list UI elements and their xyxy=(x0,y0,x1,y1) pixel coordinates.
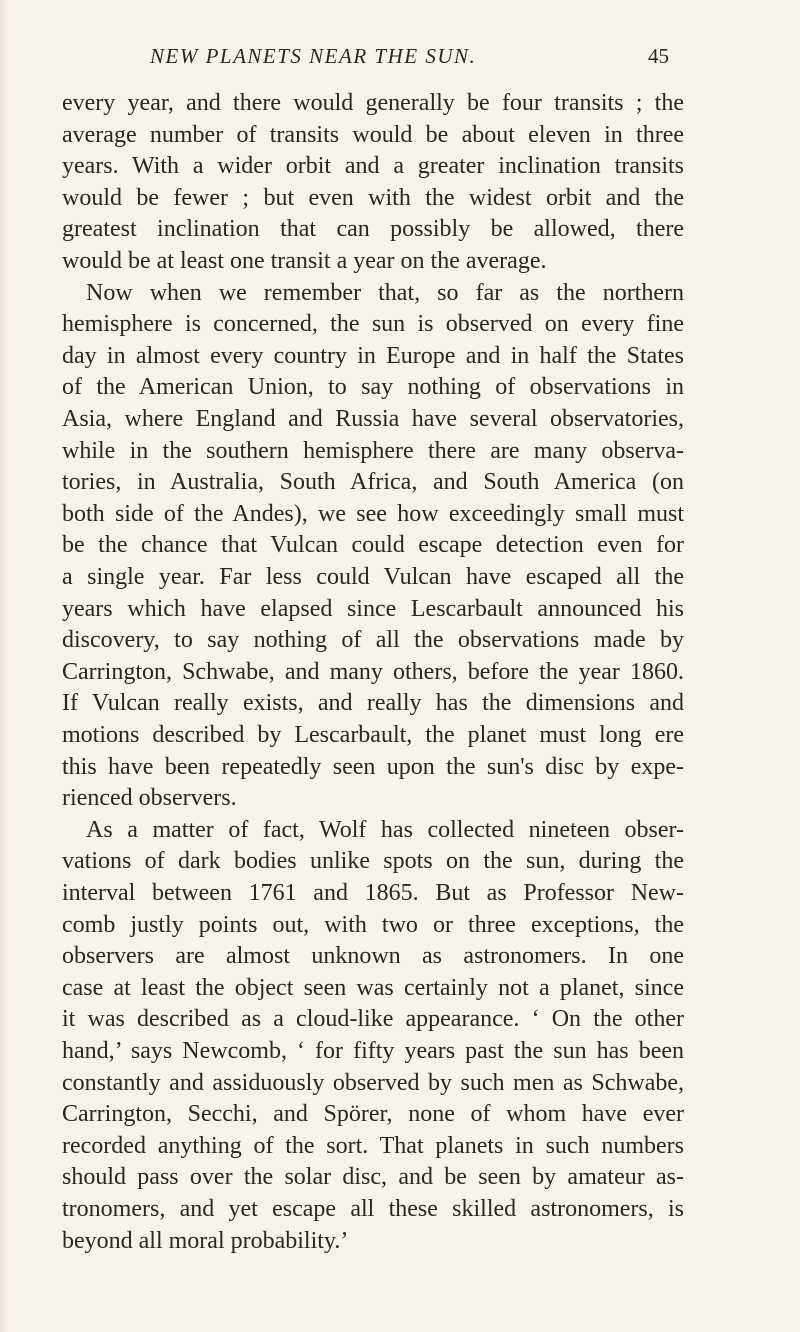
text-line: hemisphere is concerned, the sun is observed on every fine xyxy=(62,311,684,338)
text-line: vations of dark bodies unlike spots on the sun, during the xyxy=(62,848,684,875)
text-line: comb justly points out, with two or three exceptions, the xyxy=(62,911,684,938)
text-line: while in the southern hemisphere there are many observa- xyxy=(62,437,684,464)
text-line: interval between 1761 and 1865. But as Professor New- xyxy=(62,880,684,906)
text-line: a single year. Far less could Vulcan have escaped all the xyxy=(62,564,684,590)
text-line: constantly and assiduously observed by such men as Schwabe, xyxy=(62,1069,684,1096)
text-line: both side of the Andes), we see how exceedingly small must xyxy=(62,500,684,527)
text-line: average number of transits would be about eleven in three xyxy=(62,121,684,148)
text-line: beyond all moral probability.’ xyxy=(62,1227,349,1254)
text-line: it was described as a cloud-like appearance. ‘ On the other xyxy=(62,1006,684,1033)
text-line: tronomers, and yet escape all these skilled astronomers, is xyxy=(62,1196,684,1222)
text-line: years which have elapsed since Lescarbault announced his xyxy=(62,595,684,622)
text-line: would be at least one transit a year on the average. xyxy=(62,248,547,274)
text-line: greatest inclination that can possibly be allowed, there xyxy=(62,216,684,243)
page-number: 45 xyxy=(648,44,669,68)
text-line: hand,’ says Newcomb, ‘ for fifty years past the sun has been xyxy=(62,1038,684,1064)
text-line: would be fewer ; but even with the widest orbit and the xyxy=(62,184,684,211)
text-line: Carrington, Secchi, and Spörer, none of whom have ever xyxy=(62,1101,684,1128)
text-line: be the chance that Vulcan could escape detection even for xyxy=(62,532,684,559)
text-line: rienced observers. xyxy=(62,785,237,812)
text-line: every year, and there would generally be four transits ; the xyxy=(62,90,684,116)
text-line: Now when we remember that, so far as the northern xyxy=(86,279,684,306)
text-line: years. With a wider orbit and a greater inclination transits xyxy=(62,153,684,180)
text-line: As a matter of fact, Wolf has collected nineteen obser- xyxy=(86,816,684,843)
text-line: observers are almost unknown as astronomers. In one xyxy=(62,943,684,970)
text-line: this have been repeatedly seen upon the sun's disc by expe- xyxy=(62,753,684,780)
text-line: motions described by Lescarbault, the planet must long ere xyxy=(62,722,684,748)
spine-shadow xyxy=(0,0,8,1332)
text-line: tories, in Australia, South Africa, and South America (on xyxy=(62,469,684,496)
text-line: should pass over the solar disc, and be seen by amateur as- xyxy=(62,1164,684,1191)
text-line: recorded anything of the sort. That planets in such numbers xyxy=(62,1132,684,1159)
running-head: NEW PLANETS NEAR THE SUN. xyxy=(150,44,477,68)
text-line: Carrington, Schwabe, and many others, before the year 1860. xyxy=(62,658,684,685)
text-line: case at least the object seen was certainly not a planet, since xyxy=(62,974,684,1001)
text-line: Asia, where England and Russia have several observatories, xyxy=(62,406,684,432)
text-line: day in almost every country in Europe and in half the States xyxy=(62,342,684,369)
text-line: discovery, to say nothing of all the observations made by xyxy=(62,627,684,654)
text-line: If Vulcan really exists, and really has the dimensions and xyxy=(62,690,684,717)
text-line: of the American Union, to say nothing of observations in xyxy=(62,374,684,401)
